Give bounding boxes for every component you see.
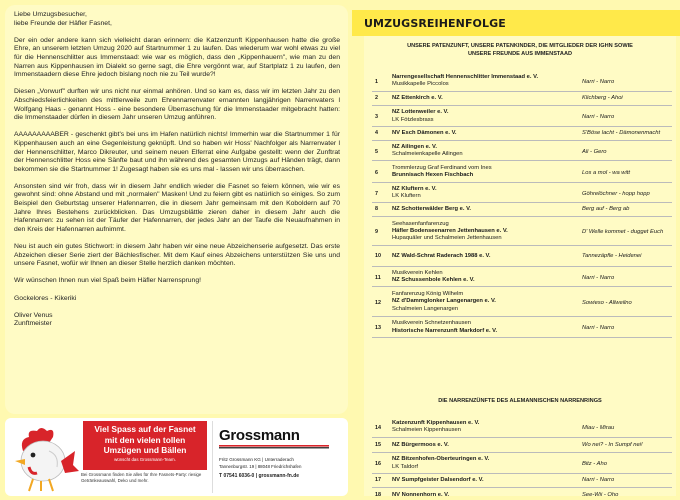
- signature-title: Zunftmeister: [14, 320, 52, 328]
- parade-row: [372, 488, 672, 500]
- parade-title: UMZUGSREIHENFOLGE: [364, 17, 506, 30]
- letter-paragraph: Diesen „Vorwurf" durften wir uns nicht nur einmal anhören. Und so kam es, dass wir im letzten Jahr zu den Abschiedsfeierlichkeiten des mittlerweile zum Ehrennarrenvater ernannten langjährigen Narrenvaters l Wolfgang Haas - genannt Hoss - eine besondere Überraschung für die Immenstaader mitgebracht hatten: die Immenstaader dürfen in diesem Jahr unseren Umzug anführen.: [14, 88, 340, 122]
- letter-paragraph: Ansonsten sind wir froh, dass wir in diesem Jahr endlich wieder die Fasnet so feiern können, wie wir es gewohnt sind: ohne Abstand und mit „normalen" Masken! Und zu feiern gibt es natürlich so einiges. So zum Beispiel den Geburtstag unserer Hafennarren, die in diesem Jahr gemeinsam mit den Koboldern auf 70 Jahre Ihres Bestehens zurückblicken. Das Umzugsblättle zieren daher in diesem Jahr auch die Hafennarren: zu sehen ist der Täufer der Hafennarren, der jedes Jahr an der Taufe die Neuaufnahmen in den Kreis der Hafennarren aufnimmt.: [14, 182, 340, 233]
- ad-slogan-line: Viel Spass auf der Fasnet: [94, 424, 196, 434]
- band-name: Schalmeienkapelle Ailingen: [392, 151, 463, 157]
- group-names: [392, 109, 582, 123]
- rooster-icon: [9, 421, 81, 493]
- parade-row: [372, 246, 672, 267]
- narrenruf-motto: S'Böse lacht - Dämonenmacht: [582, 130, 661, 137]
- narrenruf-motto: Miau - Mirau: [582, 424, 615, 431]
- narrenruf-motto: Bitz - Aho: [582, 461, 607, 468]
- ad-wish: wünscht das Grossmann-Team.: [114, 456, 176, 462]
- guild-name: NZ Kluftern e. V.: [392, 185, 437, 192]
- narrenruf-motto: Ali - Gero: [582, 148, 607, 155]
- start-number: 7: [375, 190, 378, 197]
- group-names: [392, 442, 582, 449]
- guild-name: NZ Wald-Schrat Raderach 1988 e. V.: [392, 252, 491, 259]
- letter-paragraph: AAAAAAAAABER - geschenkt gibt's bei uns im Hafen natürlich nichts! Immerhin war die Startnummer 1 für Kippenhausen auch an eine Gegenleistung geknüpft. Und so haben wir Hoss' Nachfolger als Narrenvater l der Hennenschlitter, Marco Dikreuter, und seinem neuen Elferrat eine Aufgabe gestellt: wenn der Zunftrat der Hennenschlitter Hoss eine Sänfte baut und ihn während des gesamten Umzugs auf Händen trägt, dann bekommen sie die Startnummer 1! Zugesagt haben sie es uns mal - lassen wir uns überraschen.: [14, 131, 340, 173]
- welcome-letter-card: [5, 5, 348, 414]
- guild-name: NZ Ailingen e. V.: [392, 143, 437, 150]
- parade-row: [372, 183, 672, 203]
- ad-slogan-line: mit den vielen tollen: [104, 434, 186, 445]
- group-names: [392, 74, 582, 88]
- parade-row: [372, 317, 672, 338]
- start-number: 1: [375, 78, 378, 85]
- start-number: 11: [375, 274, 381, 281]
- group-names: [392, 206, 582, 213]
- start-number: 14: [375, 424, 381, 431]
- start-number: 6: [375, 169, 378, 176]
- ad-footer-text: Bei Grossmann finden Sie alles für Ihre Fasnets-Party: riesige Getränkeauswahl, Deko und mehr.: [81, 472, 202, 483]
- group-names: [392, 165, 582, 179]
- signature-name: Oliver Venus: [14, 311, 53, 319]
- parade-row: [372, 92, 672, 106]
- section-heading-patenzunft: [364, 43, 676, 58]
- narrenruf-motto: See-Wii - Oho: [582, 491, 619, 498]
- letter-paragraph: Der ein oder andere kann sich vielleicht daran erinnern: die Katzenzunft Kippenhausen hatte die große Ehre, an unserem letzten Umzug 2020 auf Startnummer 1 zu laufen. Das wiederum war wohl etwas zu viel für die Hennenschlitter aus Immenstaad: wie war es möglich, dass den „Kippenhauern", wie man zu den Narren aus Kippenhausen im Dialekt so gerne sagt, die Ehre vergönnt war, auf Startplatz 1 zu laufen, den Immenstaadern diese Ehre jedoch bislang noch nie zu Teil wurde?!: [14, 36, 340, 79]
- start-number: 3: [375, 114, 378, 121]
- group-names: [392, 95, 582, 102]
- guild-name: Narrengesellschaft Hennenschlitter Immenstaad e. V.: [392, 73, 539, 80]
- group-names: [392, 186, 582, 200]
- grossmann-advertisement: [5, 418, 348, 496]
- parade-row: [372, 287, 672, 317]
- guild-name: NV Sumpfgeister Dalsendorf e. V.: [392, 477, 484, 484]
- narrenruf-motto: D' Welle kommet - dugget Euch: [582, 229, 664, 236]
- welcome-letter: [14, 11, 340, 329]
- parade-row: [372, 416, 672, 438]
- guild-name: NZ d'Dammglonker Langenargen e. V.: [392, 298, 496, 305]
- parade-title-bar: [352, 10, 680, 36]
- grossmann-logo: Grossmann: [219, 427, 300, 444]
- band-name: Musikverein Schnetzenhausen: [392, 320, 471, 327]
- letter-signoff: Gockelores - Kikeriki: [14, 294, 77, 302]
- group-names: [392, 221, 582, 243]
- company-name: Fritz Grossmann KG | Unterraderach: [219, 457, 294, 462]
- guild-name: NZ Lottenweiler e. V.: [392, 109, 449, 116]
- right-panel: [352, 0, 680, 500]
- start-number: 16: [375, 461, 381, 468]
- start-number: 9: [375, 229, 378, 236]
- logo-swoosh-icon: [219, 445, 329, 449]
- group-names: [392, 477, 582, 484]
- group-names: [392, 456, 582, 470]
- parade-row: [372, 161, 672, 183]
- ad-slogan-block: [9, 421, 208, 493]
- group-names: [392, 130, 582, 137]
- section-heading-line: UNSERE FREUNDE AUS IMMENSTAAD: [467, 50, 573, 57]
- narrenruf-motto: Berg auf - Berg ab: [582, 206, 630, 213]
- grossmann-logo-block: [212, 421, 344, 493]
- ad-red-banner: [83, 421, 207, 470]
- narrenruf-motto: Narri - Narro: [582, 274, 615, 281]
- start-number: 2: [375, 95, 378, 102]
- parade-row: [372, 438, 672, 453]
- narrenruf-motto: Sowieso - Allweilno: [582, 299, 632, 306]
- band-name: Seehasenfanfarenzug: [392, 220, 449, 227]
- band-name: Fanfarenzug König Wilhelm: [392, 291, 464, 298]
- start-number: 10: [375, 252, 381, 259]
- parade-row: [372, 70, 672, 92]
- narrenruf-motto: Narri - Narro: [582, 477, 615, 484]
- parade-group-2: [372, 416, 672, 500]
- company-address: Tannenburgstr. 19 | 88048 Friedrichshafen: [219, 464, 302, 469]
- narrenruf-motto: Narri - Narro: [582, 325, 615, 332]
- letter-paragraph: Neu ist auch ein gutes Stichwort: in diesem Jahr haben wir eine neue Abzeichenserie aufgesetzt. Das erste Abzeichen dieser Serie ziert der Bächlesfischer. Mit dem Kauf eines Abzeichens unterstützen Sie uns und unsere Fasnet, wofür wir Ihnen an dieser Stelle herzlich danken möchten.: [14, 243, 340, 268]
- guild-name: NZ Bürgermoos e. V.: [392, 441, 449, 448]
- guild-name: NZ Bitzenhofen-Oberteuringen e. V.: [392, 456, 490, 463]
- group-names: [392, 270, 582, 284]
- guild-name: Brunnisach Hexen Fischbach: [392, 172, 474, 178]
- band-name: LK Taldorf: [392, 463, 418, 470]
- greeting-line: Liebe Umzugsbesucher,: [14, 11, 87, 18]
- parade-row: [372, 127, 672, 141]
- narrenruf-motto: Klichberg - Ahoi: [582, 95, 623, 102]
- band-name: Musikkapelle Piccolos: [392, 81, 449, 87]
- band-name: Trommlerzug Graf Ferdinand vom Ines: [392, 164, 492, 171]
- start-number: 4: [375, 130, 378, 137]
- group-names: [392, 492, 582, 499]
- parade-row: [372, 203, 672, 217]
- group-names: [392, 144, 582, 158]
- group-names: [392, 320, 582, 334]
- guild-name: Häfler Bodenseenarren Jettenhausen e. V.: [392, 227, 508, 234]
- guild-name: NZ Schotterwälder Berg e. V.: [392, 206, 472, 213]
- group-names: [392, 420, 582, 434]
- start-number: 15: [375, 441, 381, 448]
- narrenruf-motto: Los a mol - wa witt: [582, 169, 630, 176]
- start-number: 12: [375, 299, 381, 306]
- greeting-line: liebe Freunde der Häfler Fasnet,: [14, 19, 112, 27]
- section-heading-line: UNSERE PATENZUNFT, UNSERE PATENKINDER, DIE MITGLIEDER DER IGHN SOWIE: [407, 43, 633, 49]
- parade-row: [372, 453, 672, 474]
- guild-name: Historische Narrenzunft Markdorf e. V.: [392, 327, 498, 334]
- guild-name: NV Esch Dämonen e. V.: [392, 130, 457, 137]
- band-name: Hupaquäler und Schalmeien Jettenhausen: [392, 235, 502, 242]
- guild-name: Katzenzunft Kippenhausen e. V.: [392, 419, 480, 426]
- parade-group-1: [372, 70, 672, 338]
- group-names: [392, 291, 582, 313]
- narrenruf-motto: Narri - Narro: [582, 114, 615, 121]
- start-number: 5: [375, 148, 378, 155]
- band-name: LK Kluftern: [392, 193, 421, 199]
- parade-list-box: [364, 36, 676, 496]
- ad-slogan-line: Umzügen und Bällen: [103, 445, 187, 455]
- parade-row: [372, 141, 672, 161]
- band-name: Schalmeien Kippenhausen: [392, 427, 461, 433]
- band-name: Musikverein Kehlen: [392, 269, 443, 276]
- narrenruf-motto: Tannezäpfle - Heidenei: [582, 252, 642, 259]
- section-heading-narrenring: DIE NARRENZÜNFTE DES ALEMANNISCHEN NARRENRINGS: [438, 398, 602, 404]
- letter-wish: Wir wünschen Ihnen nun viel Spaß beim Häfler Narrensprung!: [14, 277, 202, 285]
- group-names: [392, 253, 582, 260]
- company-contact: T 07541 6036-0 | grossmann-fn.de: [219, 473, 300, 479]
- guild-name: NV Nonnenhorn e. V.: [392, 491, 450, 498]
- narrenruf-motto: Göhrelöchner - hopp hopp: [582, 190, 650, 197]
- start-number: 8: [375, 206, 378, 213]
- band-name: LK Fötzlesbrass: [392, 116, 434, 123]
- start-number: 18: [375, 491, 381, 498]
- parade-row: [372, 474, 672, 488]
- parade-row: [372, 267, 672, 287]
- start-number: 17: [375, 477, 381, 484]
- parade-row: [372, 106, 672, 127]
- narrenruf-motto: Wo nei? - In Sumpf nei!: [582, 441, 643, 448]
- narrenruf-motto: Narri - Narro: [582, 78, 615, 85]
- guild-name: NZ Ettenkirch e. V.: [392, 95, 443, 102]
- start-number: 13: [375, 325, 381, 332]
- parade-row: [372, 217, 672, 246]
- band-name: Schalmeien Langenargen: [392, 305, 459, 312]
- guild-name: NZ Schussenbole Kehlen e. V.: [392, 277, 475, 283]
